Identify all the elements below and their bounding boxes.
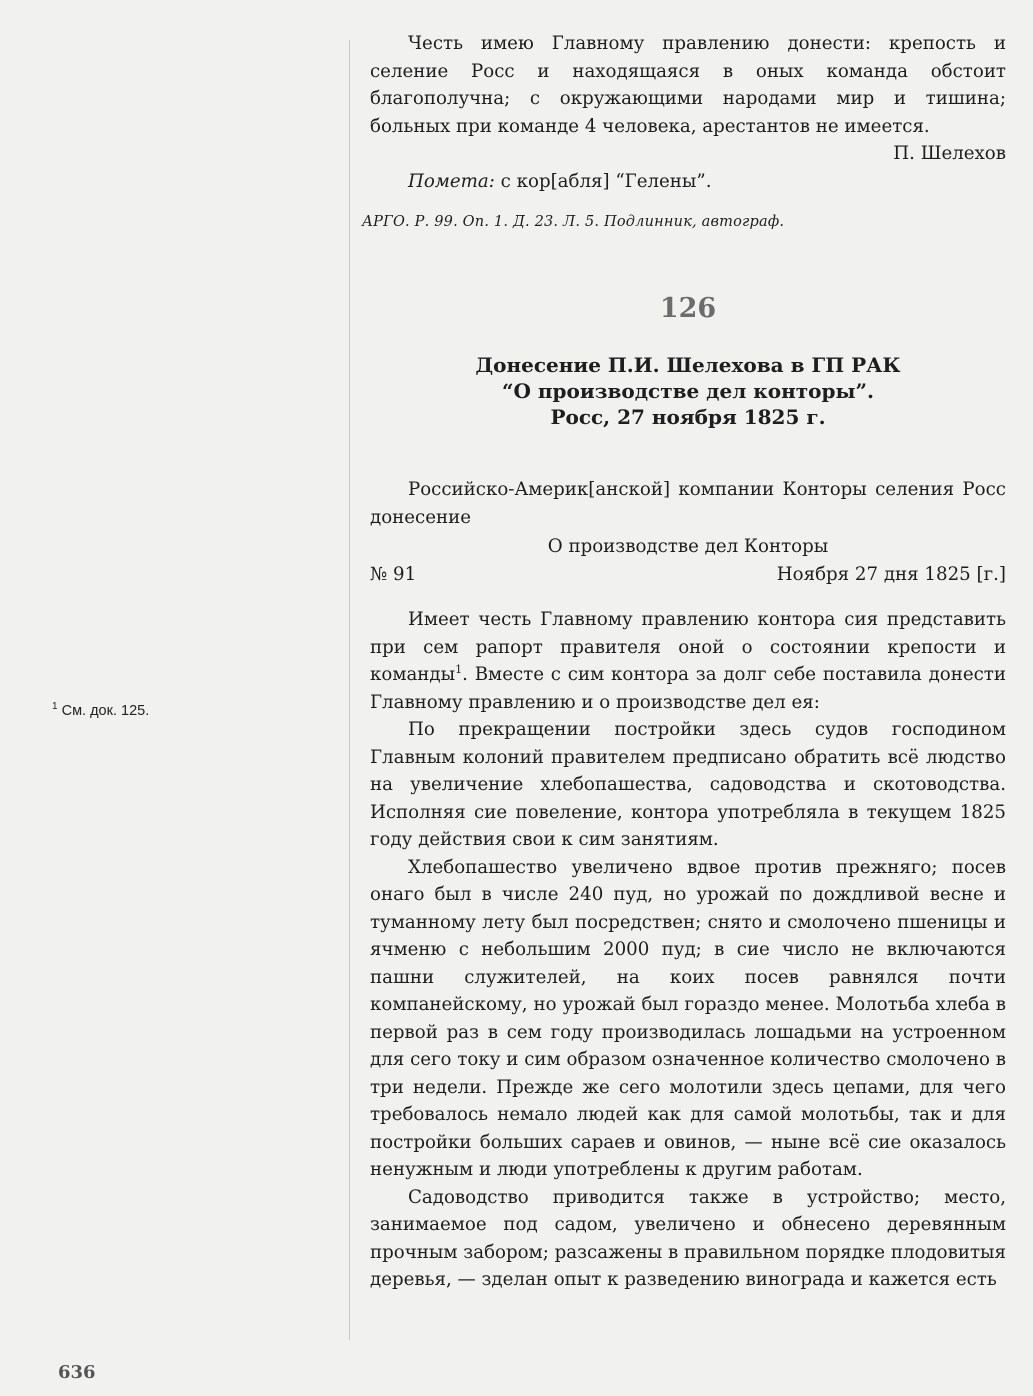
paragraph-4: Садоводство приводится также в устройство; место, занимаемое под садом, увеличено и обнесено деревянным прочным забором; разсажены в правильном порядке плодовитыя деревья, — зделан опыт к разведению винограда и кажется есть <box>370 1186 1006 1290</box>
addressee: Российско-Америк[анской] компании Конторы селения Росс донесение <box>370 479 1006 528</box>
main-text-column <box>362 30 1006 1294</box>
footnote-reference: 1 <box>455 662 463 676</box>
page-number: 636 <box>58 1362 96 1383</box>
margin-rule <box>349 40 350 1340</box>
footnote <box>52 703 149 719</box>
signature: П. Шелехов <box>893 143 1006 164</box>
report-paragraph: Честь имею Главному правлению донести: крепость и селение Росс и находящаяся в оных команда обстоит благополучна; с окружающими народами мир и тишина; больных при команде 4 человека, арестантов не имеется. <box>370 33 1006 137</box>
number-date-row <box>370 561 1006 589</box>
paragraph-2: По прекращении постройки здесь судов господином Главным колоний правителем предписано обратить всё людство на увеличение хлебопашества, садоводства и скотоводства. Исполняя сие повеление, контора употребляла в текущем 1825 году действия свои к сим занятиям. <box>370 719 1006 850</box>
footnote-marker: 1 <box>52 701 58 713</box>
note-text: с кор[абля] “Гелены”. <box>494 170 712 192</box>
note-line <box>370 168 1006 196</box>
note-label: Помета: <box>408 170 495 192</box>
footnote-text: См. док. 125. <box>57 703 150 719</box>
subject-line: О производстве дел Конторы <box>547 536 829 557</box>
paragraph-1-text-a: Имеет честь Главному правлению контора сия представить при сем рапорт правителя оной о состоянии крепости и команды <box>370 609 1006 685</box>
paragraph-1-text-b: . Вместе с сим контора за долг себе поставила донести Главному правлению и о производстве дел ея: <box>370 664 1006 713</box>
heading-line-1: Донесение П.И. Шелехова в ГП РАК <box>475 353 901 377</box>
paragraph-3: Хлебопашество увеличено вдвое против прежняго; посев онаго был в числе 240 пуд, но урожай по дождливой весне и туманному лету был посредствен; снято и смолочено пшеницы и ячменю с небольшим 2000 пуд; в сие число не включаются пашни служителей, на коих посев равнялся почти компанейскому, но урожай был гораздо менее. Молотьба хлеба в первой раз в сем году производилась лошадьми на устроенном для сего току и сим образом означенное количество смолочено в три недели. Прежде же сего молотили здесь цепами, для чего требовалось немало людей как для самой молотьбы, так и для постройки больших сараев и овинов, — ныне всё сие оказалось ненужным и люди употреблены к другим работам. <box>370 856 1006 1180</box>
heading-line-2: “О производстве дел конторы”. <box>502 379 874 403</box>
registration-number: № 91 <box>370 563 417 585</box>
heading-line-3: Росс, 27 ноября 1825 г. <box>550 405 826 429</box>
document-heading <box>370 352 1006 430</box>
document-date: Ноября 27 дня 1825 [г.] <box>776 563 1006 585</box>
archival-source: АРГО. Р. 99. Оп. 1. Д. 23. Л. 5. Подлинник, автограф. <box>362 214 785 230</box>
document-number: 126 <box>659 292 717 324</box>
paragraph-1 <box>370 606 1006 716</box>
